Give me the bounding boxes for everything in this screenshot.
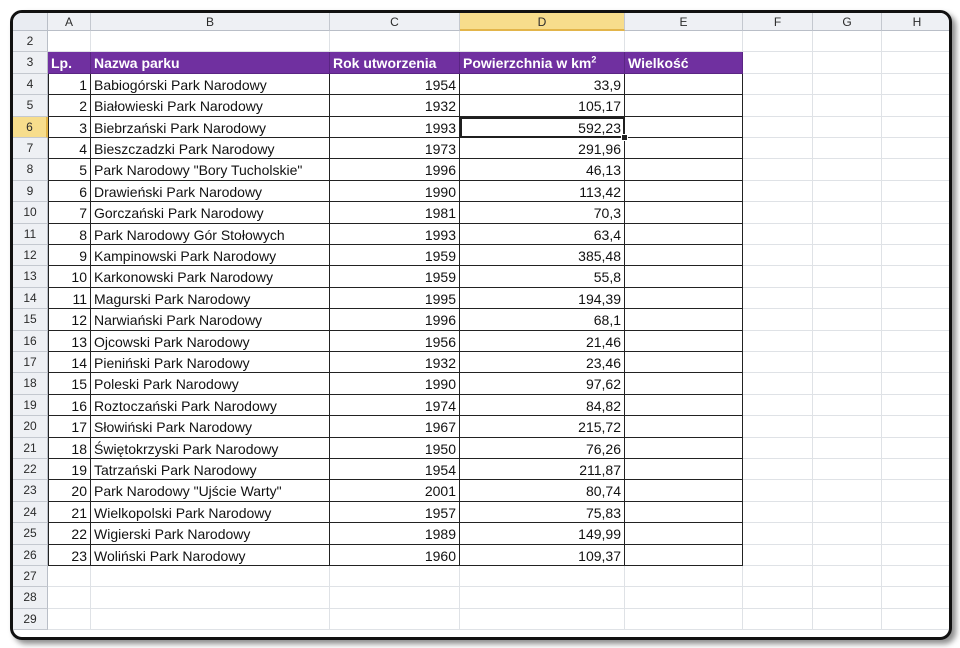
cell-b25[interactable]: Wigierski Park Narodowy <box>91 523 330 544</box>
cell-d28[interactable] <box>460 587 625 608</box>
cell-g23[interactable] <box>813 480 882 501</box>
cell-h10[interactable] <box>882 202 952 223</box>
cell-e23[interactable] <box>625 480 743 501</box>
cell-b3[interactable]: Nazwa parku <box>91 52 330 73</box>
row-header-7[interactable]: 7 <box>13 138 48 159</box>
cell-f4[interactable] <box>743 74 813 95</box>
row-header-19[interactable]: 19 <box>13 395 48 416</box>
column-header-d[interactable]: D <box>460 13 625 31</box>
column-header-a[interactable]: A <box>48 13 91 31</box>
cell-h14[interactable] <box>882 288 952 309</box>
cell-h6[interactable] <box>882 117 952 138</box>
cell-h29[interactable] <box>882 609 952 630</box>
cell-c19[interactable]: 1974 <box>330 395 460 416</box>
cell-g20[interactable] <box>813 416 882 437</box>
cell-d5[interactable]: 105,17 <box>460 95 625 116</box>
cell-b27[interactable] <box>91 566 330 587</box>
cell-d24[interactable]: 75,83 <box>460 502 625 523</box>
cell-a21[interactable]: 18 <box>48 438 91 459</box>
cell-e12[interactable] <box>625 245 743 266</box>
cell-h26[interactable] <box>882 545 952 566</box>
row-header-17[interactable]: 17 <box>13 352 48 373</box>
cell-d23[interactable]: 80,74 <box>460 480 625 501</box>
cell-h2[interactable] <box>882 31 952 52</box>
cell-c11[interactable]: 1993 <box>330 224 460 245</box>
cell-b20[interactable]: Słowiński Park Narodowy <box>91 416 330 437</box>
row-header-20[interactable]: 20 <box>13 416 48 437</box>
cell-b18[interactable]: Poleski Park Narodowy <box>91 373 330 394</box>
cell-a18[interactable]: 15 <box>48 373 91 394</box>
cell-h9[interactable] <box>882 181 952 202</box>
column-header-h[interactable]: H <box>882 13 952 31</box>
cell-e20[interactable] <box>625 416 743 437</box>
cell-e24[interactable] <box>625 502 743 523</box>
fill-handle[interactable] <box>621 134 628 141</box>
cell-e2[interactable] <box>625 31 743 52</box>
row-header-16[interactable]: 16 <box>13 331 48 352</box>
cell-a26[interactable]: 23 <box>48 545 91 566</box>
cell-c4[interactable]: 1954 <box>330 74 460 95</box>
cell-a12[interactable]: 9 <box>48 245 91 266</box>
cell-b4[interactable]: Babiogórski Park Narodowy <box>91 74 330 95</box>
row-header-25[interactable]: 25 <box>13 523 48 544</box>
cell-h11[interactable] <box>882 224 952 245</box>
cell-b15[interactable]: Narwiański Park Narodowy <box>91 309 330 330</box>
cell-g10[interactable] <box>813 202 882 223</box>
cell-g14[interactable] <box>813 288 882 309</box>
cell-d2[interactable] <box>460 31 625 52</box>
cell-a7[interactable]: 4 <box>48 138 91 159</box>
cell-d14[interactable]: 194,39 <box>460 288 625 309</box>
cell-d9[interactable]: 113,42 <box>460 181 625 202</box>
cell-h18[interactable] <box>882 373 952 394</box>
cell-b22[interactable]: Tatrzański Park Narodowy <box>91 459 330 480</box>
cell-f15[interactable] <box>743 309 813 330</box>
row-header-15[interactable]: 15 <box>13 309 48 330</box>
cell-f28[interactable] <box>743 587 813 608</box>
cell-g13[interactable] <box>813 266 882 287</box>
cell-f26[interactable] <box>743 545 813 566</box>
cell-g12[interactable] <box>813 245 882 266</box>
cell-b19[interactable]: Roztoczański Park Narodowy <box>91 395 330 416</box>
cell-c22[interactable]: 1954 <box>330 459 460 480</box>
cell-e27[interactable] <box>625 566 743 587</box>
cell-f27[interactable] <box>743 566 813 587</box>
cell-a17[interactable]: 14 <box>48 352 91 373</box>
cell-c21[interactable]: 1950 <box>330 438 460 459</box>
cell-d18[interactable]: 97,62 <box>460 373 625 394</box>
cell-a5[interactable]: 2 <box>48 95 91 116</box>
cell-c17[interactable]: 1932 <box>330 352 460 373</box>
cell-e16[interactable] <box>625 331 743 352</box>
cell-c2[interactable] <box>330 31 460 52</box>
cell-a27[interactable] <box>48 566 91 587</box>
cell-b13[interactable]: Karkonowski Park Narodowy <box>91 266 330 287</box>
cell-b17[interactable]: Pieniński Park Narodowy <box>91 352 330 373</box>
cell-h28[interactable] <box>882 587 952 608</box>
cell-g21[interactable] <box>813 438 882 459</box>
row-header-8[interactable]: 8 <box>13 159 48 180</box>
row-header-23[interactable]: 23 <box>13 480 48 501</box>
row-header-11[interactable]: 11 <box>13 224 48 245</box>
cell-d10[interactable]: 70,3 <box>460 202 625 223</box>
cell-b7[interactable]: Bieszczadzki Park Narodowy <box>91 138 330 159</box>
cell-f5[interactable] <box>743 95 813 116</box>
cell-c23[interactable]: 2001 <box>330 480 460 501</box>
cell-a2[interactable] <box>48 31 91 52</box>
cell-h3[interactable] <box>882 52 952 73</box>
cell-g28[interactable] <box>813 587 882 608</box>
cell-c20[interactable]: 1967 <box>330 416 460 437</box>
cell-a23[interactable]: 20 <box>48 480 91 501</box>
cell-f12[interactable] <box>743 245 813 266</box>
cell-g8[interactable] <box>813 159 882 180</box>
cell-d17[interactable]: 23,46 <box>460 352 625 373</box>
cell-d7[interactable]: 291,96 <box>460 138 625 159</box>
cell-f8[interactable] <box>743 159 813 180</box>
cell-b16[interactable]: Ojcowski Park Narodowy <box>91 331 330 352</box>
cell-h19[interactable] <box>882 395 952 416</box>
cell-d22[interactable]: 211,87 <box>460 459 625 480</box>
cell-e6[interactable] <box>625 117 743 138</box>
row-header-12[interactable]: 12 <box>13 245 48 266</box>
cell-e4[interactable] <box>625 74 743 95</box>
cell-g29[interactable] <box>813 609 882 630</box>
cell-d8[interactable]: 46,13 <box>460 159 625 180</box>
cell-a24[interactable]: 21 <box>48 502 91 523</box>
cell-d16[interactable]: 21,46 <box>460 331 625 352</box>
cell-g24[interactable] <box>813 502 882 523</box>
cell-b12[interactable]: Kampinowski Park Narodowy <box>91 245 330 266</box>
row-header-26[interactable]: 26 <box>13 545 48 566</box>
cell-h15[interactable] <box>882 309 952 330</box>
cell-d13[interactable]: 55,8 <box>460 266 625 287</box>
cell-a4[interactable]: 1 <box>48 74 91 95</box>
cell-a13[interactable]: 10 <box>48 266 91 287</box>
cell-f29[interactable] <box>743 609 813 630</box>
cell-c24[interactable]: 1957 <box>330 502 460 523</box>
cell-a28[interactable] <box>48 587 91 608</box>
cell-g22[interactable] <box>813 459 882 480</box>
cell-g2[interactable] <box>813 31 882 52</box>
cell-g11[interactable] <box>813 224 882 245</box>
cell-d15[interactable]: 68,1 <box>460 309 625 330</box>
cell-c28[interactable] <box>330 587 460 608</box>
header-area-superscript: 2 <box>591 54 597 65</box>
cell-d26[interactable]: 109,37 <box>460 545 625 566</box>
cell-e26[interactable] <box>625 545 743 566</box>
cell-b5[interactable]: Białowieski Park Narodowy <box>91 95 330 116</box>
cell-c9[interactable]: 1990 <box>330 181 460 202</box>
row-header-6[interactable]: 6 <box>13 117 48 138</box>
row-header-13[interactable]: 13 <box>13 266 48 287</box>
cell-c7[interactable]: 1973 <box>330 138 460 159</box>
cell-b23[interactable]: Park Narodowy "Ujście Warty" <box>91 480 330 501</box>
cell-d20[interactable]: 215,72 <box>460 416 625 437</box>
row-header-4[interactable]: 4 <box>13 74 48 95</box>
cell-f7[interactable] <box>743 138 813 159</box>
cell-e9[interactable] <box>625 181 743 202</box>
select-all-corner[interactable] <box>13 13 48 31</box>
cell-g26[interactable] <box>813 545 882 566</box>
cell-e11[interactable] <box>625 224 743 245</box>
cell-c16[interactable]: 1956 <box>330 331 460 352</box>
spreadsheet-grid <box>13 13 949 637</box>
cell-h4[interactable] <box>882 74 952 95</box>
cell-h16[interactable] <box>882 331 952 352</box>
cell-a10[interactable]: 7 <box>48 202 91 223</box>
cell-f23[interactable] <box>743 480 813 501</box>
cell-e29[interactable] <box>625 609 743 630</box>
cell-f19[interactable] <box>743 395 813 416</box>
cell-c18[interactable]: 1990 <box>330 373 460 394</box>
cell-b28[interactable] <box>91 587 330 608</box>
cell-a11[interactable]: 8 <box>48 224 91 245</box>
cell-c25[interactable]: 1989 <box>330 523 460 544</box>
cell-a20[interactable]: 17 <box>48 416 91 437</box>
cell-c13[interactable]: 1959 <box>330 266 460 287</box>
cell-c15[interactable]: 1996 <box>330 309 460 330</box>
cell-f16[interactable] <box>743 331 813 352</box>
cell-g19[interactable] <box>813 395 882 416</box>
cell-g4[interactable] <box>813 74 882 95</box>
cell-b10[interactable]: Gorczański Park Narodowy <box>91 202 330 223</box>
cell-b9[interactable]: Drawieński Park Narodowy <box>91 181 330 202</box>
cell-g27[interactable] <box>813 566 882 587</box>
cell-a14[interactable]: 11 <box>48 288 91 309</box>
cell-f21[interactable] <box>743 438 813 459</box>
window-frame <box>10 10 952 640</box>
cell-f2[interactable] <box>743 31 813 52</box>
cell-b6[interactable]: Biebrzański Park Narodowy <box>91 117 330 138</box>
cell-e7[interactable] <box>625 138 743 159</box>
cell-e28[interactable] <box>625 587 743 608</box>
cell-f25[interactable] <box>743 523 813 544</box>
cell-h21[interactable] <box>882 438 952 459</box>
cell-d11[interactable]: 63,4 <box>460 224 625 245</box>
cell-g6[interactable] <box>813 117 882 138</box>
cell-h12[interactable] <box>882 245 952 266</box>
cell-c26[interactable]: 1960 <box>330 545 460 566</box>
cell-e22[interactable] <box>625 459 743 480</box>
cell-e10[interactable] <box>625 202 743 223</box>
cell-c8[interactable]: 1996 <box>330 159 460 180</box>
cell-f18[interactable] <box>743 373 813 394</box>
cell-c5[interactable]: 1932 <box>330 95 460 116</box>
cell-a22[interactable]: 19 <box>48 459 91 480</box>
cell-f14[interactable] <box>743 288 813 309</box>
cell-g16[interactable] <box>813 331 882 352</box>
cell-a19[interactable]: 16 <box>48 395 91 416</box>
cell-f10[interactable] <box>743 202 813 223</box>
cell-h7[interactable] <box>882 138 952 159</box>
cell-h20[interactable] <box>882 416 952 437</box>
cell-b14[interactable]: Magurski Park Narodowy <box>91 288 330 309</box>
cell-h25[interactable] <box>882 523 952 544</box>
cell-h24[interactable] <box>882 502 952 523</box>
row-header-18[interactable]: 18 <box>13 373 48 394</box>
cell-h8[interactable] <box>882 159 952 180</box>
cell-e5[interactable] <box>625 95 743 116</box>
row-header-2[interactable]: 2 <box>13 31 48 52</box>
cell-e8[interactable] <box>625 159 743 180</box>
column-header-g[interactable]: G <box>813 13 882 31</box>
cell-g18[interactable] <box>813 373 882 394</box>
cell-d19[interactable]: 84,82 <box>460 395 625 416</box>
cell-h27[interactable] <box>882 566 952 587</box>
cell-d4[interactable]: 33,9 <box>460 74 625 95</box>
cell-g15[interactable] <box>813 309 882 330</box>
cell-f11[interactable] <box>743 224 813 245</box>
cell-h22[interactable] <box>882 459 952 480</box>
cell-a15[interactable]: 12 <box>48 309 91 330</box>
cell-a6[interactable]: 3 <box>48 117 91 138</box>
cell-d27[interactable] <box>460 566 625 587</box>
row-header-28[interactable]: 28 <box>13 587 48 608</box>
cell-g3[interactable] <box>813 52 882 73</box>
column-header-c[interactable]: C <box>330 13 460 31</box>
cell-d12[interactable]: 385,48 <box>460 245 625 266</box>
cell-e15[interactable] <box>625 309 743 330</box>
cell-g5[interactable] <box>813 95 882 116</box>
cell-a3[interactable]: Lp. <box>48 52 91 73</box>
cell-h23[interactable] <box>882 480 952 501</box>
cell-d25[interactable]: 149,99 <box>460 523 625 544</box>
cell-f20[interactable] <box>743 416 813 437</box>
cell-c14[interactable]: 1995 <box>330 288 460 309</box>
cell-e25[interactable] <box>625 523 743 544</box>
cell-f3[interactable] <box>743 52 813 73</box>
row-header-3[interactable]: 3 <box>13 52 48 73</box>
cell-g17[interactable] <box>813 352 882 373</box>
cell-b24[interactable]: Wielkopolski Park Narodowy <box>91 502 330 523</box>
cell-c29[interactable] <box>330 609 460 630</box>
cell-g9[interactable] <box>813 181 882 202</box>
cell-b21[interactable]: Świętokrzyski Park Narodowy <box>91 438 330 459</box>
cell-e17[interactable] <box>625 352 743 373</box>
cell-c3[interactable]: Rok utworzenia <box>330 52 460 73</box>
cell-d6[interactable]: 592,23 <box>460 117 625 138</box>
row-header-10[interactable]: 10 <box>13 202 48 223</box>
cell-e18[interactable] <box>625 373 743 394</box>
cell-h13[interactable] <box>882 266 952 287</box>
cell-d3[interactable] <box>460 52 625 73</box>
row-header-27[interactable]: 27 <box>13 566 48 587</box>
cell-e13[interactable] <box>625 266 743 287</box>
cell-a25[interactable]: 22 <box>48 523 91 544</box>
cell-f22[interactable] <box>743 459 813 480</box>
column-header-f[interactable]: F <box>743 13 813 31</box>
cell-e3[interactable]: Wielkość <box>625 52 743 73</box>
row-header-29[interactable]: 29 <box>13 609 48 630</box>
cell-c10[interactable]: 1981 <box>330 202 460 223</box>
cell-c6[interactable]: 1993 <box>330 117 460 138</box>
row-header-22[interactable]: 22 <box>13 459 48 480</box>
cell-a9[interactable]: 6 <box>48 181 91 202</box>
cell-d21[interactable]: 76,26 <box>460 438 625 459</box>
cell-a16[interactable]: 13 <box>48 331 91 352</box>
header-area-label: Powierzchnia w km <box>463 55 592 72</box>
row-header-24[interactable]: 24 <box>13 502 48 523</box>
row-header-5[interactable]: 5 <box>13 95 48 116</box>
cell-f24[interactable] <box>743 502 813 523</box>
cell-f13[interactable] <box>743 266 813 287</box>
row-header-21[interactable]: 21 <box>13 438 48 459</box>
cell-b11[interactable]: Park Narodowy Gór Stołowych <box>91 224 330 245</box>
cell-c12[interactable]: 1959 <box>330 245 460 266</box>
cell-e19[interactable] <box>625 395 743 416</box>
cell-h5[interactable] <box>882 95 952 116</box>
cell-b29[interactable] <box>91 609 330 630</box>
cell-a8[interactable]: 5 <box>48 159 91 180</box>
column-header-e[interactable]: E <box>625 13 743 31</box>
cell-d29[interactable] <box>460 609 625 630</box>
cell-g7[interactable] <box>813 138 882 159</box>
cell-f6[interactable] <box>743 117 813 138</box>
cell-e14[interactable] <box>625 288 743 309</box>
column-header-b[interactable]: B <box>91 13 330 31</box>
cell-h17[interactable] <box>882 352 952 373</box>
cell-e21[interactable] <box>625 438 743 459</box>
cell-c27[interactable] <box>330 566 460 587</box>
cell-f17[interactable] <box>743 352 813 373</box>
cell-b2[interactable] <box>91 31 330 52</box>
row-header-14[interactable]: 14 <box>13 288 48 309</box>
cell-b8[interactable]: Park Narodowy "Bory Tucholskie" <box>91 159 330 180</box>
row-header-9[interactable]: 9 <box>13 181 48 202</box>
cell-f9[interactable] <box>743 181 813 202</box>
cell-b26[interactable]: Woliński Park Narodowy <box>91 545 330 566</box>
cell-a29[interactable] <box>48 609 91 630</box>
cell-g25[interactable] <box>813 523 882 544</box>
